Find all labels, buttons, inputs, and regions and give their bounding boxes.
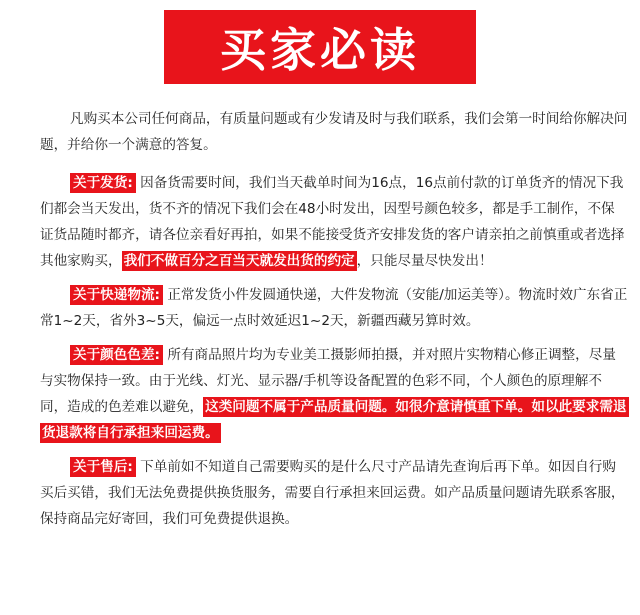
page-title-banner xyxy=(164,10,476,84)
logistics-text: 正常发货小件发圆通快递，大件发物流（安能/加运美等）。物流时效广东省正常1~2天，省外3~5天，偏远一点时效延迟1~2天，新疆西藏另算时效。 xyxy=(40,287,628,329)
logistics-tag: 关于快递物流: xyxy=(70,285,163,305)
aftersales-section xyxy=(40,454,628,532)
color-section xyxy=(40,342,628,446)
shipping-text-end: ，只能尽量尽快发出！ xyxy=(356,253,493,269)
shipping-tag: 关于发货: xyxy=(70,173,136,193)
shipping-text: 因备货需要时间，我们当天截单时间为16点，16点前付款的订单货齐的情况下我们都会当天发出，货不齐的情况下我们会在48小时发出，因型号颜色较多，都是手工制作，不保证货品随时都齐，请各位亲看好再拍，如果不能接受货齐安排发货的客户请亲拍之前慎重或者选择其他家购买， xyxy=(40,175,625,269)
page-title: 买家必读 xyxy=(220,23,420,77)
notice-content xyxy=(40,106,628,540)
shipping-highlight: 我们不做百分之百当天就发出货的约定 xyxy=(123,253,355,269)
intro-paragraph: 凡购买本公司任何商品，有质量问题或有少发请及时与我们联系，我们会第一时间给你解决问题，并给你一个满意的答复。 xyxy=(40,111,628,153)
shipping-section xyxy=(40,170,628,274)
color-tag: 关于颜色色差: xyxy=(70,345,163,365)
logistics-section xyxy=(40,282,628,334)
color-text: 所有商品照片均为专业美工摄影师拍摄，并对照片实物精心修正调整，尽量与实物保持一致。由于光线、灯光、显示器/手机等设备配置的色彩不同，个人颜色的原理解不同，造成的色差难以避免， xyxy=(40,347,616,415)
aftersales-tag: 关于售后: xyxy=(70,457,136,477)
color-highlight: 这类问题不属于产品质量问题。如很介意请慎重下单。如以此要求需退货退款将自行承担来回运费。 xyxy=(42,399,627,441)
aftersales-text: 下单前如不知道自己需要购买的是什么尺寸产品请先查询后再下单。如因自行购买后买错，我们无法免费提供换货服务，需要自行承担来回运费。如产品质量问题请先联系客服，保持商品完好寄回，我们可免费提供退换。 xyxy=(40,459,625,527)
